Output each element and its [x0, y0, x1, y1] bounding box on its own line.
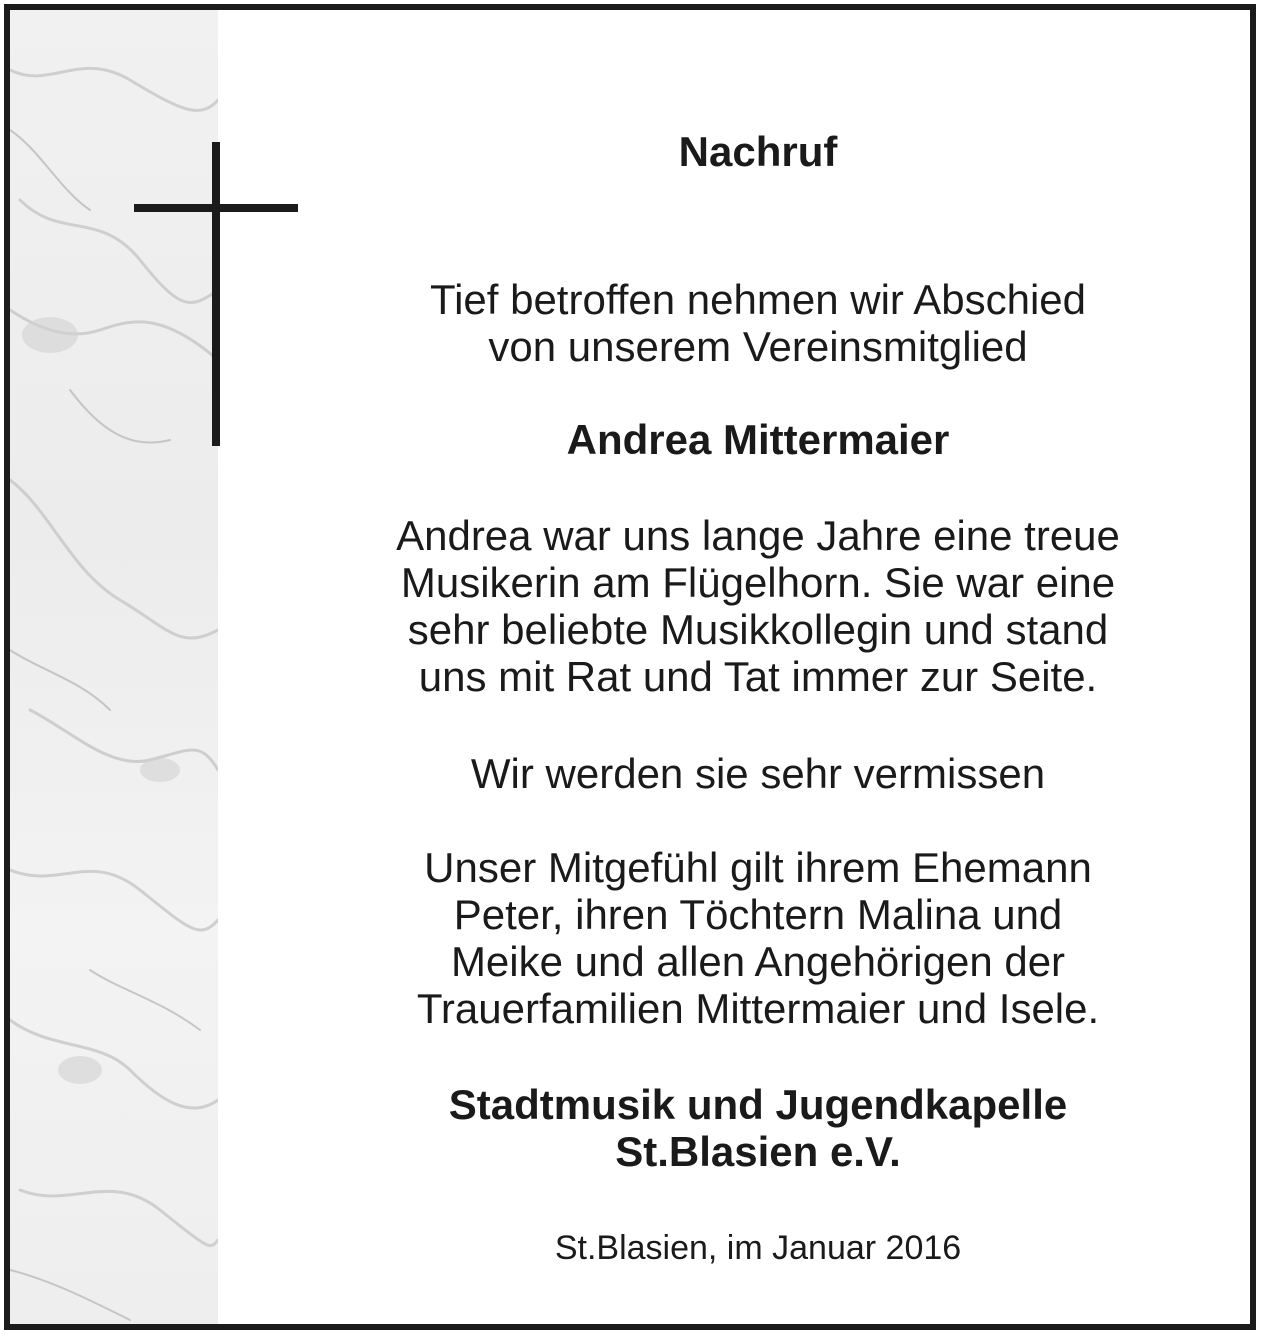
place-date: St.Blasien, im Januar 2016: [554, 1229, 962, 1267]
sympathy-line: Meike und allen Angehörigen der: [450, 938, 1066, 985]
intro-text: [310, 276, 1206, 370]
tribute-text: [310, 512, 1206, 700]
notice-title: Nachruf: [678, 128, 838, 175]
sympathy-line: Peter, ihren Töchtern Malina und: [453, 891, 1063, 938]
tribute-line: uns mit Rat und Tat immer zur Seite.: [418, 653, 1098, 700]
organization-signature: [310, 1081, 1206, 1175]
cross-icon: [10, 10, 310, 470]
sympathy-line: Unser Mitgefühl gilt ihrem Ehemann: [424, 844, 1092, 891]
sympathy-line: Trauerfamilien Mittermaier und Isele.: [416, 985, 1100, 1032]
tribute-line: Musikerin am Flügelhorn. Sie war eine: [400, 559, 1116, 606]
organization-line: St.Blasien e.V.: [615, 1128, 901, 1175]
obituary-frame: [4, 4, 1256, 1330]
tribute-line: sehr beliebte Musikkollegin und stand: [407, 606, 1109, 653]
miss-text: Wir werden sie sehr vermissen: [470, 750, 1046, 797]
sympathy-text: [310, 844, 1206, 1032]
intro-line: von unserem Vereinsmitglied: [488, 323, 1028, 370]
tribute-line: Andrea war uns lange Jahre eine treue: [396, 512, 1120, 559]
deceased-name: Andrea Mittermaier: [566, 416, 950, 463]
intro-line: Tief betroffen nehmen wir Abschied: [429, 276, 1087, 323]
organization-line: Stadtmusik und Jugendkapelle: [448, 1081, 1068, 1128]
